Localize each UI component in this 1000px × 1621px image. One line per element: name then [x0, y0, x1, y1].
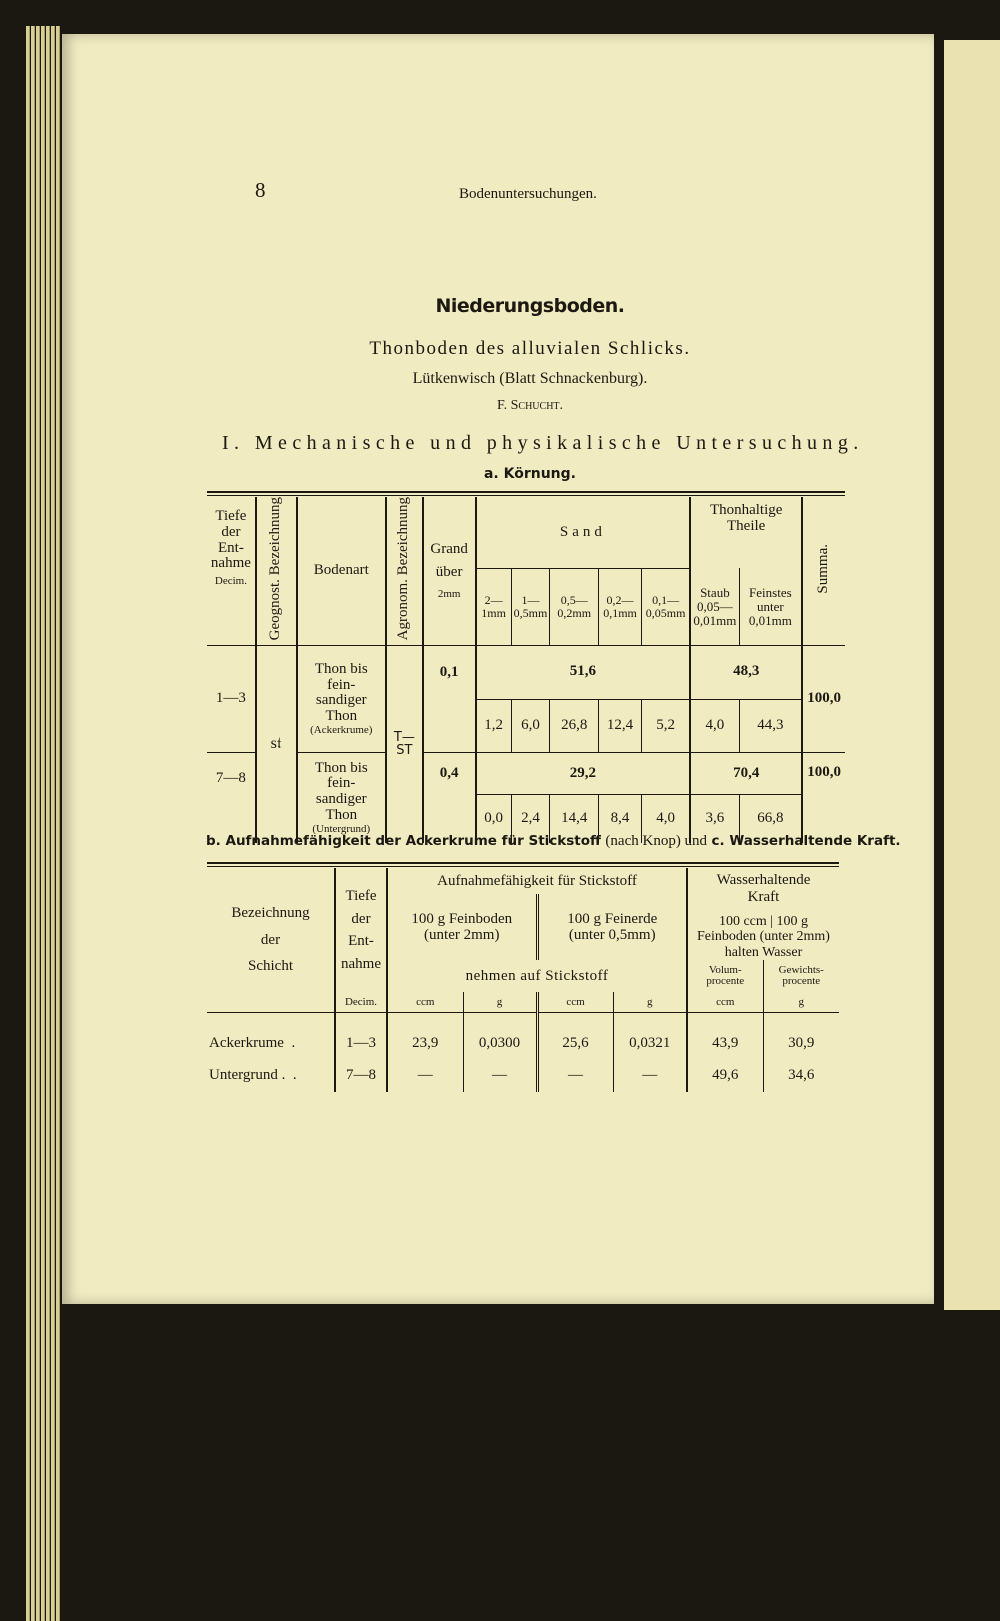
cell: 49,6: [687, 1058, 763, 1092]
header-sand-01-005: 0,1— 0,05mm: [641, 568, 690, 645]
subsection-a-heading: a. Körnung.: [483, 466, 576, 482]
header-sand-2-1: 2— 1mm: [476, 568, 512, 645]
table-a-top-rule-thin: [207, 495, 845, 496]
row2-sand-total: 29,2: [476, 753, 691, 795]
header-bodenart: Bodenart: [297, 497, 387, 646]
header-sand-02-01: 0,2— 0,1mm: [599, 568, 642, 645]
subtitle: Thonboden des alluvialen Schlicks.: [369, 338, 691, 359]
row1-grand-empty: [423, 699, 476, 753]
header-sand-05-02: 0,5— 0,2mm: [550, 568, 599, 645]
row1-sand-total: 51,6: [476, 646, 691, 700]
table-b-top-rule-thin: [207, 866, 839, 867]
cell: 34,6: [763, 1058, 839, 1092]
header-staub: Staub 0,05— 0,01mm: [690, 568, 739, 645]
row2-grand: 0,4: [423, 753, 476, 795]
unit-ccm-1: ccm: [387, 992, 463, 1012]
row2-sand-05-02: 14,4: [550, 795, 599, 843]
row2-sand-2-1: 0,0: [476, 795, 512, 843]
header-agronom: Agronom. Bezeichnung: [386, 497, 423, 646]
row2-staub: 3,6: [690, 795, 739, 843]
header-tiefe-b-unit: Decim.: [335, 992, 387, 1012]
header-gewicht: Gewichts- procente: [763, 960, 839, 992]
cell: —: [537, 1058, 613, 1092]
header-sand-1-05: 1— 0,5mm: [511, 568, 550, 645]
header-wasser-sub: 100 ccm | 100 g Feinboden (unter 2mm) halten Wasser: [687, 914, 839, 960]
row2-thon-total: 70,4: [690, 753, 802, 795]
header-summa: Summa.: [802, 497, 845, 646]
row2-sand-01-005: 4,0: [641, 795, 690, 843]
row-name-ackerkrume: Ackerkrume .: [209, 1034, 296, 1051]
table-a-top-rule: [207, 491, 845, 493]
row1-thon-total: 48,3: [690, 646, 802, 700]
row2-summa: 100,0: [802, 753, 845, 843]
page-number: 8: [255, 178, 266, 202]
header-sand: Sand: [476, 497, 691, 568]
unit-g-3: g: [763, 992, 839, 1012]
header-nehmen: nehmen auf Stickstoff: [387, 960, 687, 992]
unit-g-1: g: [463, 992, 537, 1012]
location: Lütkenwisch (Blatt Schnackenburg).: [412, 370, 648, 387]
cell: —: [463, 1058, 537, 1092]
cell: 23,9: [387, 1028, 463, 1058]
header-grand: Grand über 2mm: [423, 497, 476, 646]
row1-sand-2-1: 1,2: [476, 699, 512, 753]
row1-grand: 0,1: [423, 646, 476, 700]
header-feinboden: 100 g Feinboden (unter 2mm): [387, 894, 537, 960]
facing-page-edge: [944, 40, 1000, 1310]
page-title: Niederungsboden.: [435, 295, 625, 317]
row-name-untergrund: Untergrund . .: [209, 1066, 297, 1083]
cell: 25,6: [537, 1028, 613, 1058]
cell: 43,9: [687, 1028, 763, 1058]
table-row: [207, 1058, 839, 1092]
header-feinerde: 100 g Feinerde (unter 0,5mm): [537, 894, 687, 960]
geognost-value: s𝔱: [256, 646, 297, 843]
running-head: Bodenuntersuchungen.: [459, 186, 597, 202]
row1-bodenart: Thon bis fein- sandiger Thon (Ackerkrume): [297, 646, 387, 753]
row1-sand-01-005: 5,2: [641, 699, 690, 753]
cell: 0,0300: [463, 1028, 537, 1058]
header-thon: Thonhaltige Theile: [690, 497, 802, 568]
table-row: [207, 1028, 839, 1058]
row1-sand-05-02: 26,8: [550, 699, 599, 753]
author: F. Schucht.: [496, 398, 564, 413]
header-volum: Volum- procente: [687, 960, 763, 992]
row2-sand-02-01: 8,4: [599, 795, 642, 843]
header-geognost: Geognost. Bezeichnung: [256, 497, 297, 646]
row-tiefe: 1—3: [335, 1028, 387, 1058]
row1-feinstes: 44,3: [739, 699, 802, 753]
unit-ccm-2: ccm: [537, 992, 613, 1012]
agronom-value: T— ST: [386, 646, 423, 843]
header-aufnahme: Aufnahmefähigkeit für Stickstoff: [387, 868, 687, 894]
header-bezeichnung: Bezeichnung der Schicht: [207, 868, 335, 1012]
row1-summa: 100,0: [802, 646, 845, 753]
cell: 30,9: [763, 1028, 839, 1058]
header-tiefe-b: Tiefe der Ent- nahme: [335, 868, 387, 992]
row1-staub: 4,0: [690, 699, 739, 753]
table-b-top-rule: [207, 862, 839, 864]
header-tiefe: Tiefe der Ent- nahme Decim.: [207, 497, 256, 646]
row1-sand-02-01: 12,4: [599, 699, 642, 753]
header-feinstes: Feinstes unter 0,01mm: [739, 568, 802, 645]
subsection-bc-heading: b. Aufnahmefähigkeit der Ackerkrume für Stickstoff (nach Knop) und c. Wasserhaltende Kraft.: [206, 833, 901, 849]
row2-sand-1-05: 2,4: [511, 795, 550, 843]
unit-ccm-3: ccm: [687, 992, 763, 1012]
cell: —: [387, 1058, 463, 1092]
section-heading: I. Mechanische und physikalische Untersuchung.: [222, 432, 864, 454]
row1-sand-1-05: 6,0: [511, 699, 550, 753]
row2-feinstes: 66,8: [739, 795, 802, 843]
row2-bodenart: Thon bis fein- sandiger Thon (Untergrund): [297, 753, 387, 843]
unit-g-2: g: [613, 992, 687, 1012]
row1-tiefe: 1—3: [215, 690, 246, 707]
book-spine: [26, 26, 66, 1621]
header-wasser: Wasserhaltende Kraft: [687, 868, 839, 914]
row-tiefe: 7—8: [335, 1058, 387, 1092]
cell: 0,0321: [613, 1028, 687, 1058]
table-stickstoff-wasser: [207, 868, 839, 1092]
cell: —: [613, 1058, 687, 1092]
row2-tiefe: 7—8: [207, 753, 256, 843]
table-koernung: [207, 497, 845, 843]
